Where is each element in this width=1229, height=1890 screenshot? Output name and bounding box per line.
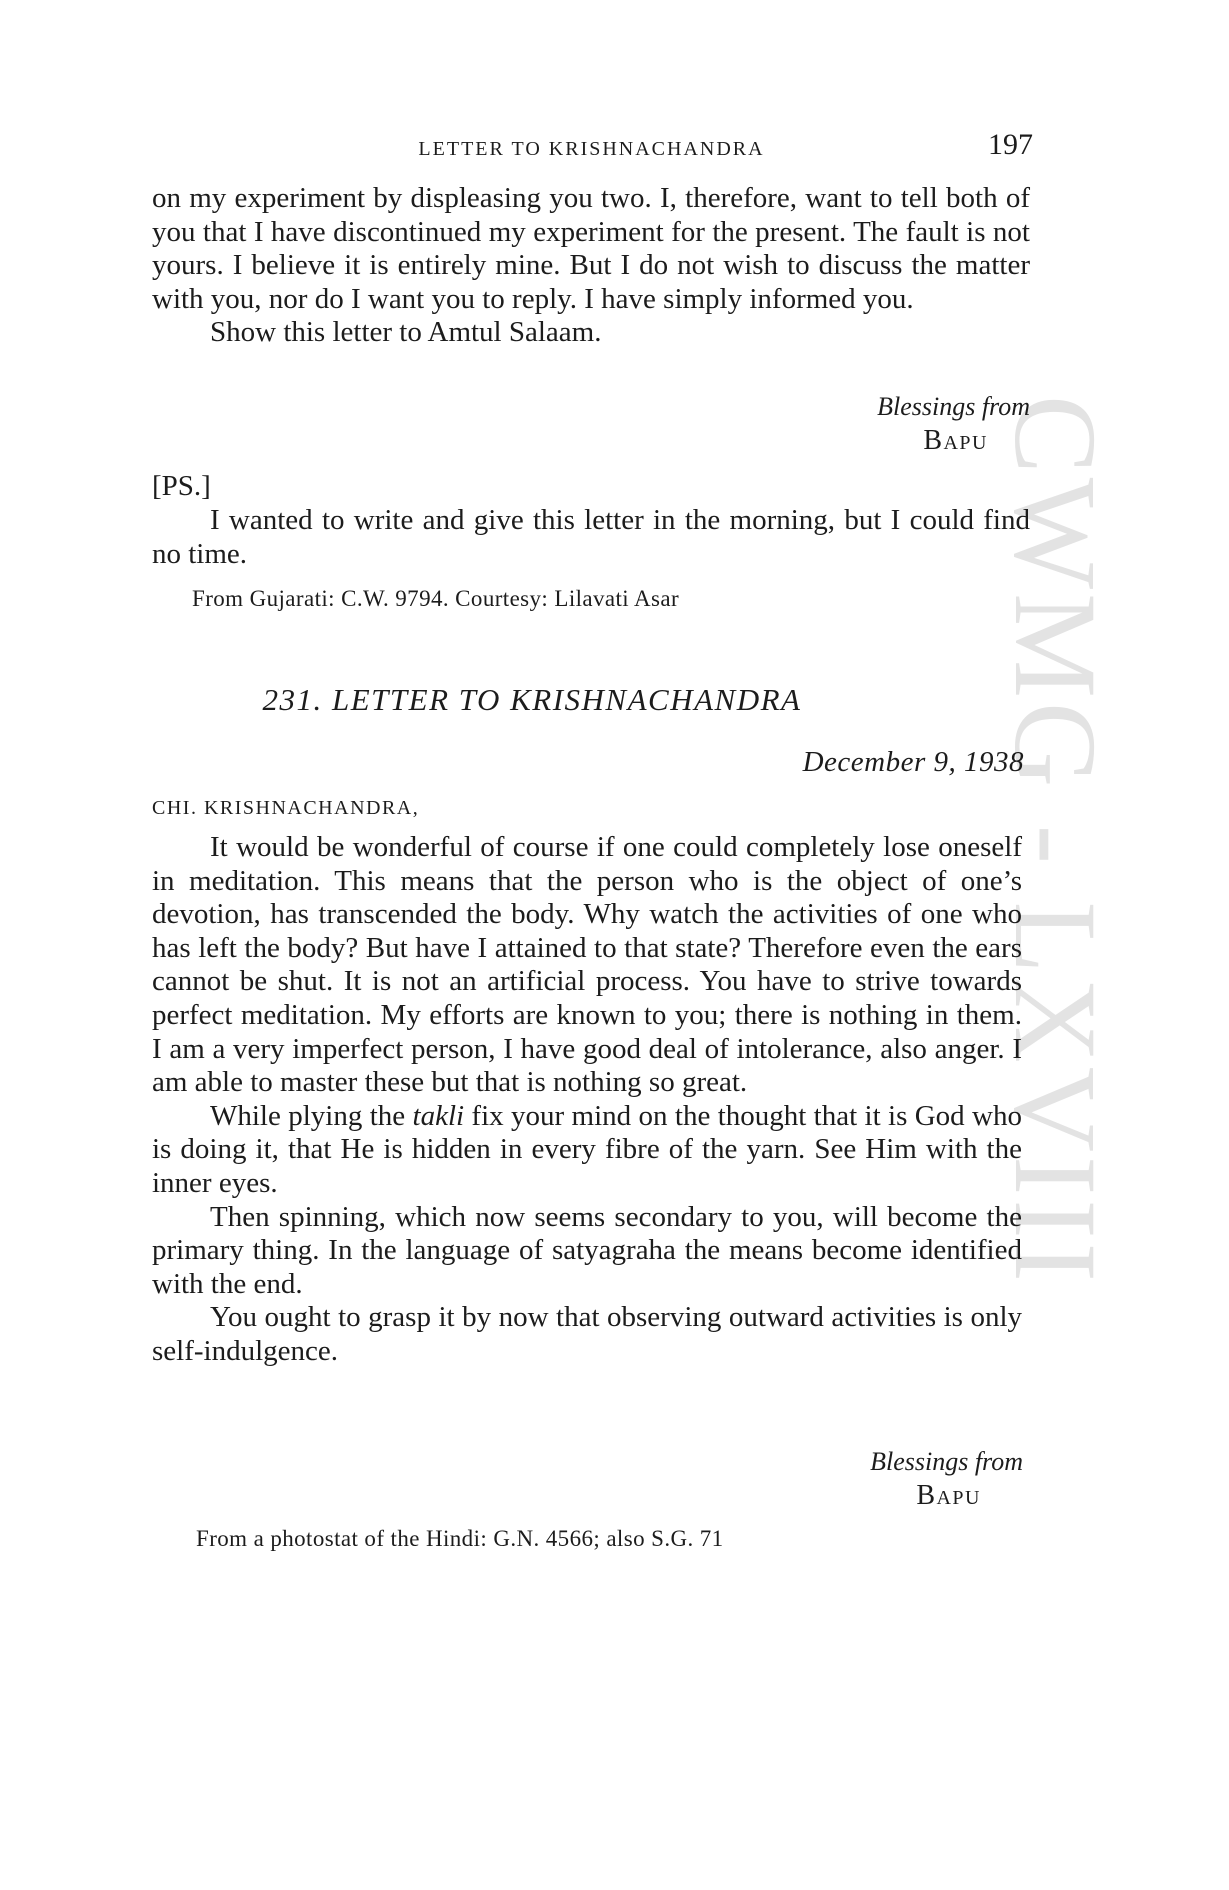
running-head [150,128,1033,168]
letter-heading: 231. LETTER TO KRISHNACHANDRA [262,682,802,717]
signature: Bapu [923,425,988,456]
body-paragraph-3: Then spinning, which now seems secondary to you, will become the primary thing. In the language of satyagraha the means become identified with the end. [152,1200,1022,1300]
second-letter-body [152,831,1022,1369]
first-letter-closing [877,390,1030,458]
blessings-from: Blessings from [877,392,1030,421]
postscript-body [152,504,1030,571]
second-letter-source: From a photostat of the Hindi: G.N. 4566; also S.G. 71 [196,1526,724,1551]
postscript-label-block [152,470,1030,504]
show-letter-paragraph: Show this letter to Amtul Salaam. [210,316,602,349]
postscript-label: [PS.] [152,470,211,502]
first-letter-body [152,182,1030,350]
paragraph-2-end: fix your mind on the thought that it is God who is doing it, that He is hidden in every fibre of the yarn. See Him with the inner eyes. [152,1099,1022,1199]
continuation-paragraph: on my experiment by displeasing you two. I, therefore, want to tell both of you that I have discontinued my experiment for the present. The fault is not yours. I believe it is entirely mine. But I do not wish to discuss the matter with you, nor do I want you to reply. I have simply informed you. [152,182,1030,315]
running-title: LETTER TO KRISHNACHANDRA [418,138,765,160]
second-letter-closing [870,1445,1023,1513]
postscript-paragraph: I wanted to write and give this letter in the morning, but I could find no time. [152,504,1030,570]
body-paragraph-2 [152,1100,1022,1201]
first-letter-source: From Gujarati: C.W. 9794. Courtesy: Lilavati Asar [192,586,680,611]
signature: Bapu [916,1480,981,1511]
letter-date: December 9, 1938 [802,746,1024,778]
watermark-text: CWMG - LXVIII [990,395,1121,1286]
page-number: 197 [988,128,1033,161]
takli-term: takli [412,1099,465,1132]
blessings-from: Blessings from [870,1447,1023,1476]
paragraph-2-start: While plying the [210,1099,413,1132]
body-paragraph-1: It would be wonderful of course if one could completely lose oneself in meditation. This means that the person who is the object of one’s devotion, has transcended the body. Why watch the activities of one who has left the body? But have I attained to that state? Therefore even the ears cannot be shut. It is not an artificial process. You have to strive towards perfect meditation. My efforts are known to you; there is nothing in them. I am a very imperfect person, I have good deal of intolerance, also anger. I am able to master these but that is nothing so great. [152,831,1022,1099]
body-paragraph-4: You ought to grasp it by now that observing outward activities is only self-indulgence. [152,1301,1022,1367]
salutation: CHI. KRISHNACHANDRA, [152,797,420,819]
